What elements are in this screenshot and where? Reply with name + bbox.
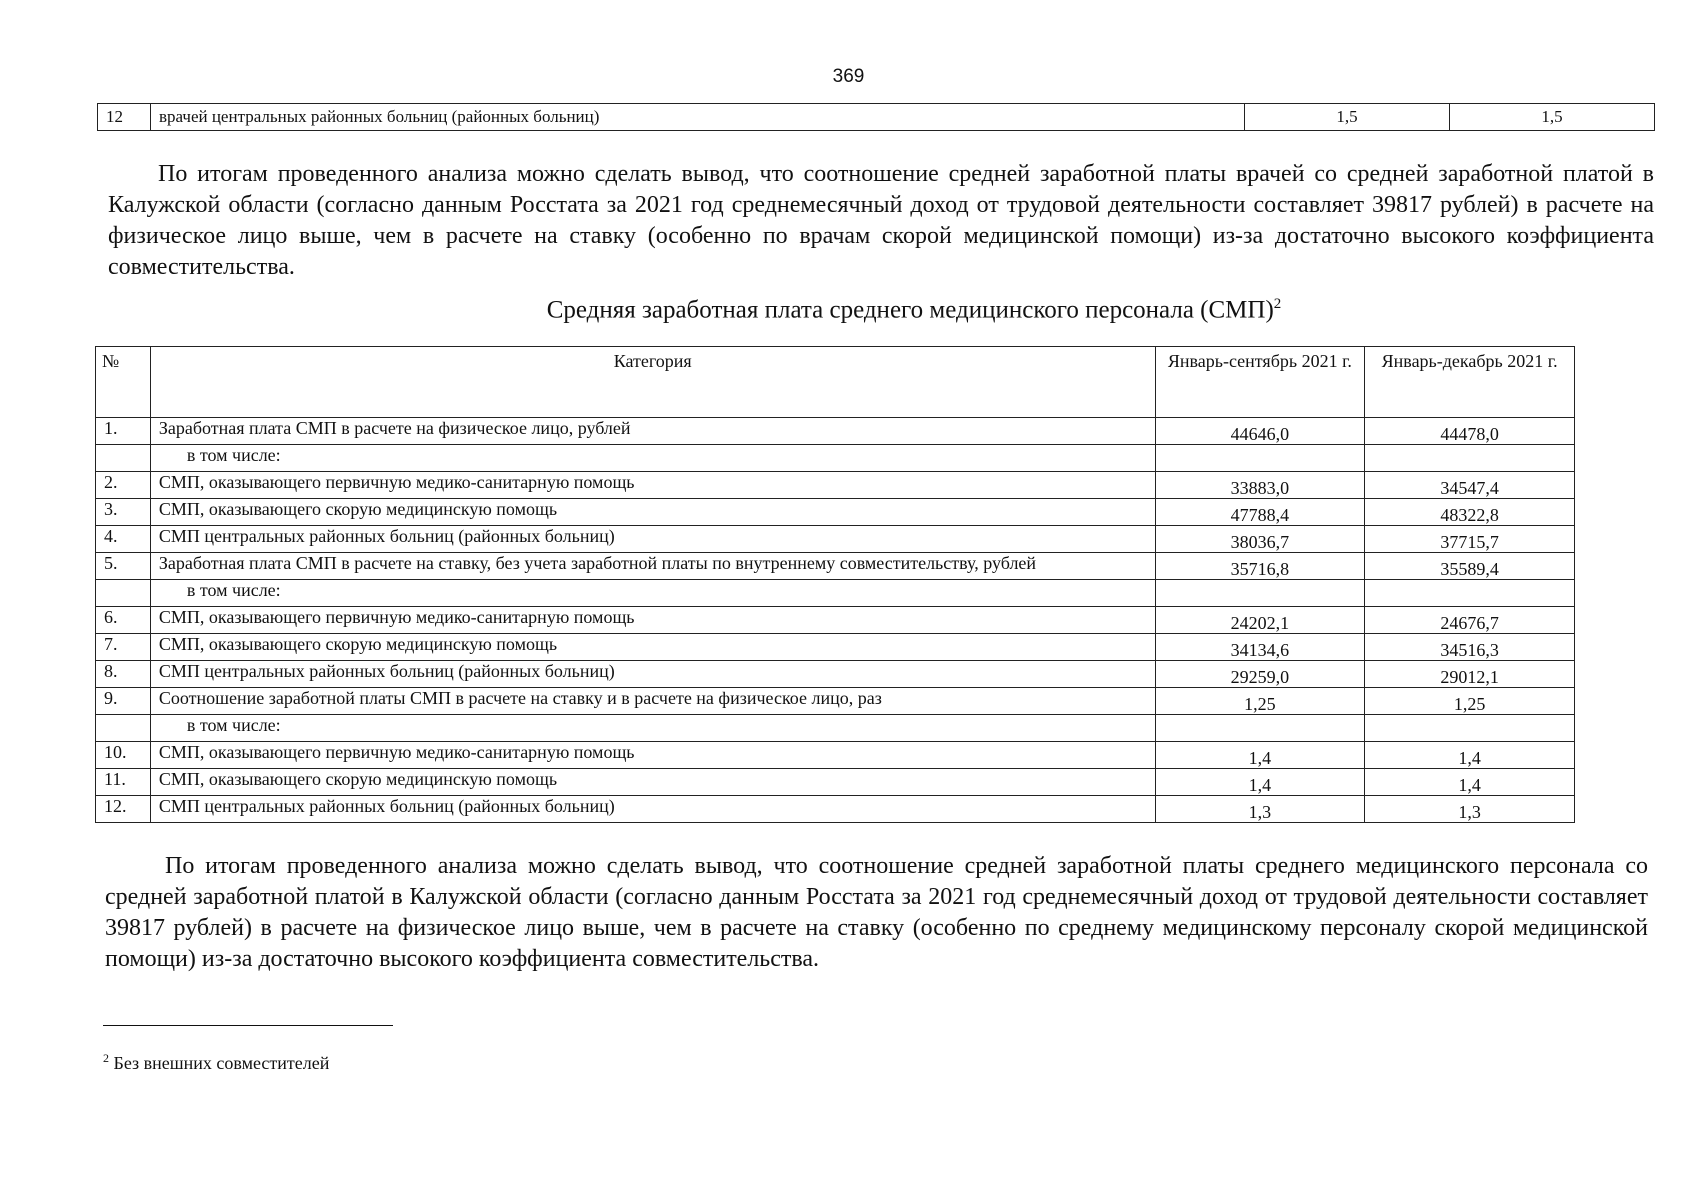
row-value-period1: 1,3	[1155, 796, 1365, 823]
table-caption: Средняя заработная плата среднего медицинского персонала (СМП)$^2$	[546, 296, 1282, 324]
row-category: в том числе:	[150, 715, 1155, 742]
row-value-period2: 24676,7	[1365, 607, 1575, 634]
row-number: 12.	[96, 796, 151, 823]
row-category: СМП центральных районных больниц (районных больниц)	[150, 796, 1155, 823]
table-row	[98, 104, 1655, 131]
table-row	[96, 661, 1575, 688]
row-number: 2.	[96, 472, 151, 499]
footnote-divider	[103, 1025, 393, 1026]
row-value-period2: 1,5	[1450, 104, 1655, 131]
table-row	[96, 634, 1575, 661]
conclusion-paragraph-nurses: По итогам проведенного анализа можно сделать вывод, что соотношение средней заработной платы среднего медицинского персонала со средней заработной платой в Калужской области (согласно данным Росстата за 2021 год среднемесячный доход от трудовой деятельности составляет 39817 рублей) в расчете на физическое лицо выше, чем в расчете на ставку (особенно по среднему медицинскому персоналу скорой медицинской помощи) из-за достаточно высокого коэффициента совместительства.	[105, 853, 1648, 972]
table-row	[96, 418, 1575, 445]
row-value-period1: 35716,8	[1155, 553, 1365, 580]
row-value-period2: 37715,7	[1365, 526, 1575, 553]
row-value-period2: 1,3	[1365, 796, 1575, 823]
table-row	[96, 607, 1575, 634]
table-row	[96, 472, 1575, 499]
table-row	[96, 526, 1575, 553]
row-category: СМП, оказывающего первичную медико-санитарную помощь	[150, 607, 1155, 634]
row-value-period2: 1,4	[1365, 742, 1575, 769]
row-category: СМП, оказывающего первичную медико-санитарную помощь	[150, 742, 1155, 769]
row-value-period1	[1155, 445, 1365, 472]
row-number: 9.	[96, 688, 151, 715]
row-value-period1: 1,4	[1155, 742, 1365, 769]
row-value-period1: 38036,7	[1155, 526, 1365, 553]
row-value-period2: 34516,3	[1365, 634, 1575, 661]
footnote-reference: 2	[1273, 296, 1282, 312]
row-number: 1.	[96, 418, 151, 445]
row-value-period1: 44646,0	[1155, 418, 1365, 445]
footnote-text: Без внешних совместителей	[113, 1053, 330, 1073]
row-value-period2: 34547,4	[1365, 472, 1575, 499]
table-row	[96, 445, 1575, 472]
row-value-period1	[1155, 715, 1365, 742]
table-row	[96, 580, 1575, 607]
row-number: 10.	[96, 742, 151, 769]
row-category: СМП, оказывающего скорую медицинскую помощь	[150, 769, 1155, 796]
row-number: 8.	[96, 661, 151, 688]
row-value-period2	[1365, 715, 1575, 742]
row-value-period2	[1365, 580, 1575, 607]
table-row	[96, 769, 1575, 796]
row-category: в том числе:	[150, 445, 1155, 472]
row-value-period2: 48322,8	[1365, 499, 1575, 526]
header-period1: Январь-сентябрь 2021 г.	[1155, 347, 1365, 418]
header-category: Категория	[150, 347, 1155, 418]
table-row	[96, 688, 1575, 715]
footnote-mark: 2	[103, 1051, 109, 1065]
row-value-period1: 24202,1	[1155, 607, 1365, 634]
header-number: №	[96, 347, 151, 418]
row-category: СМП, оказывающего скорую медицинскую помощь	[150, 499, 1155, 526]
continued-table-row	[97, 103, 1655, 131]
footnote	[103, 1051, 329, 1074]
row-number: 4.	[96, 526, 151, 553]
table-row	[96, 553, 1575, 580]
row-value-period2: 29012,1	[1365, 661, 1575, 688]
page-number: 369	[832, 66, 865, 87]
conclusion-paragraph-doctors: По итогам проведенного анализа можно сделать вывод, что соотношение средней заработной платы врачей со средней заработной платой в Калужской области (согласно данным Росстата за 2021 год среднемесячный доход от трудовой деятельности составляет 39817 рублей) в расчете на физическое лицо выше, чем в расчете на ставку (особенно по врачам скорой медицинской помощи) из-за достаточно высокого коэффициента совместительства.	[108, 161, 1654, 280]
row-value-period2: 1,4	[1365, 769, 1575, 796]
row-category: Заработная плата СМП в расчете на физическое лицо, рублей	[150, 418, 1155, 445]
row-value-period1: 34134,6	[1155, 634, 1365, 661]
table-row	[96, 796, 1575, 823]
row-value-period1: 1,25	[1155, 688, 1365, 715]
row-number: 3.	[96, 499, 151, 526]
row-number: 12	[98, 104, 151, 131]
row-value-period2: 1,25	[1365, 688, 1575, 715]
row-value-period1: 29259,0	[1155, 661, 1365, 688]
nurse-salary-table	[95, 346, 1575, 823]
row-category: СМП, оказывающего скорую медицинскую помощь	[150, 634, 1155, 661]
row-value-period1: 1,4	[1155, 769, 1365, 796]
row-category: Соотношение заработной платы СМП в расчете на ставку и в расчете на физическое лицо, раз	[150, 688, 1155, 715]
row-value-period2: 35589,4	[1365, 553, 1575, 580]
row-category: СМП, оказывающего первичную медико-санитарную помощь	[150, 472, 1155, 499]
row-value-period1	[1155, 580, 1365, 607]
row-category: Заработная плата СМП в расчете на ставку, без учета заработной платы по внутреннему совместительству, рублей	[150, 553, 1155, 580]
row-value-period1: 47788,4	[1155, 499, 1365, 526]
row-category: СМП центральных районных больниц (районных больниц)	[150, 661, 1155, 688]
row-number	[96, 580, 151, 607]
row-number: 5.	[96, 553, 151, 580]
row-number	[96, 715, 151, 742]
table-row	[96, 742, 1575, 769]
table-header-row	[96, 347, 1575, 418]
header-period2: Январь-декабрь 2021 г.	[1365, 347, 1575, 418]
row-value-period1: 1,5	[1245, 104, 1450, 131]
row-value-period2	[1365, 445, 1575, 472]
row-value-period1: 33883,0	[1155, 472, 1365, 499]
table-row	[96, 499, 1575, 526]
row-number: 11.	[96, 769, 151, 796]
row-category: врачей центральных районных больниц (районных больниц)	[151, 104, 1245, 131]
row-number: 6.	[96, 607, 151, 634]
row-number	[96, 445, 151, 472]
table-row	[96, 715, 1575, 742]
row-value-period2: 44478,0	[1365, 418, 1575, 445]
row-category: СМП центральных районных больниц (районных больниц)	[150, 526, 1155, 553]
row-number: 7.	[96, 634, 151, 661]
row-category: в том числе:	[150, 580, 1155, 607]
